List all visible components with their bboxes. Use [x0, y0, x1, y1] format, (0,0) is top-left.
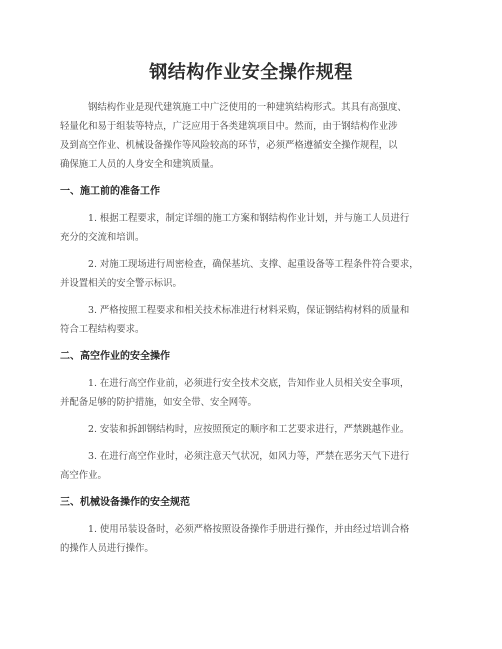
section-heading: 二、高空作业的安全操作	[60, 351, 170, 362]
section-item	[60, 209, 445, 247]
intro-line: 确保施工人员的人身安全和建筑质量。	[60, 159, 220, 170]
intro-line: 及到高空作业、机械设备操作等风险较高的环节，必须严格遵循安全操作规程，以	[60, 140, 398, 151]
item-line: 2. 对施工现场进行周密检查，确保基坑、支撑、起重设备等工程条件符合要求，	[88, 259, 419, 270]
item-line: 1. 根据工程要求，制定详细的施工方案和钢结构作业计划，并与施工人员进行	[88, 213, 410, 224]
section-heading: 一、施工前的准备工作	[60, 186, 160, 197]
item-line: 2. 安装和拆卸钢结构时，应按照预定的顺序和工艺要求进行，严禁跳越作业。	[88, 424, 410, 435]
intro-line: 轻量化和易于组装等特点，广泛应用于各类建筑项目中。然而，由于钢结构作业涉	[60, 121, 398, 132]
item-line: 充分的交流和培训。	[60, 232, 145, 243]
intro-paragraph	[60, 98, 445, 174]
section-heading: 三、机械设备操作的安全规范	[60, 497, 190, 508]
section-item	[60, 255, 445, 293]
section-item	[60, 420, 445, 439]
item-line: 3. 在进行高空作业时，必须注意天气状况，如风力等，严禁在恶劣天气下进行	[88, 451, 410, 462]
document-body	[60, 98, 445, 566]
item-line: 1. 使用吊装设备时，必须严格按照设备操作手册进行操作，并由经过培训合格	[88, 524, 410, 535]
item-line: 3. 严格按照工程要求和相关技术标准进行材料采购，保证钢结构材料的质量和	[88, 305, 410, 316]
section-item	[60, 447, 445, 485]
item-line: 并设置相关的安全警示标识。	[60, 278, 182, 289]
item-line: 符合工程结构要求。	[60, 324, 145, 335]
item-line: 高空作业。	[60, 470, 107, 481]
section-item	[60, 301, 445, 339]
item-line: 1. 在进行高空作业前，必须进行安全技术交底，告知作业人员相关安全事项，	[88, 378, 410, 389]
section-item	[60, 374, 445, 412]
item-line: 并配备足够的防护措施，如安全带、安全网等。	[60, 397, 257, 408]
item-line: 的操作人员进行操作。	[60, 543, 154, 554]
intro-line: 钢结构作业是现代建筑施工中广泛使用的一种建筑结构形式。其具有高强度、	[88, 102, 407, 113]
document-title: 钢结构作业安全操作规程	[149, 62, 353, 83]
section-item	[60, 520, 445, 558]
